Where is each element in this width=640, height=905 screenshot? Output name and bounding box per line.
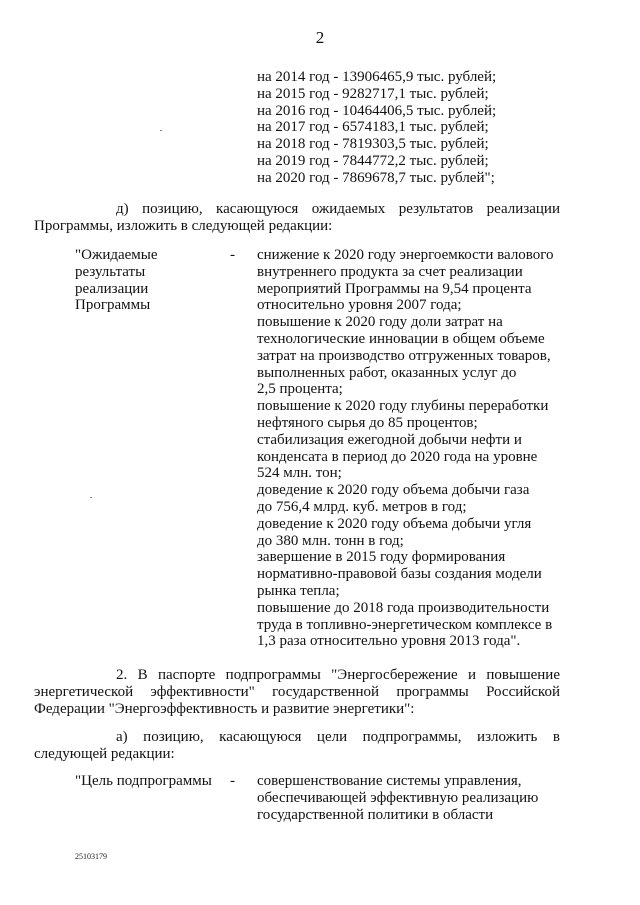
funding-amounts-list xyxy=(257,69,496,187)
funding-amount-2020: на 2020 год - 7869678,7 тыс. рублей"; xyxy=(257,169,495,186)
scan-speck xyxy=(160,130,162,131)
results-line: 1,3 раза относительно уровня 2013 года". xyxy=(257,633,521,650)
paragraph-2-line: Федерации "Энергоэффективность и развитие энергетики": xyxy=(34,700,415,717)
results-line: внутреннего продукта за счет реализации xyxy=(257,263,523,280)
results-line: выполненных работ, оказанных услуг до xyxy=(257,364,517,381)
results-line: стабилизация ежегодной добычи нефти и xyxy=(257,431,522,448)
paragraph-d-line: Программы, изложить в следующей редакции: xyxy=(34,217,333,234)
funding-amount-2019: на 2019 год - 7844772,2 тыс. рублей; xyxy=(257,152,489,169)
results-line: труда в топливно-энергетическом комплексе в xyxy=(257,616,553,633)
results-line: доведение к 2020 году объема добычи угля xyxy=(257,515,532,532)
goal-label: "Цель подпрограммы xyxy=(75,773,212,789)
results-line: доведение к 2020 году объема добычи газа xyxy=(257,482,530,499)
results-line: затрат на производство отгруженных товаров, xyxy=(257,347,551,364)
goal-line: совершенствование системы управления, xyxy=(257,773,522,789)
funding-amount-2017: на 2017 год - 6574183,1 тыс. рублей; xyxy=(257,119,489,136)
results-line: повышение к 2020 году доли затрат на xyxy=(257,314,503,331)
results-line: снижение к 2020 году энергоемкости валового xyxy=(257,247,554,263)
results-line: 524 млн. тон; xyxy=(257,465,342,482)
results-line: относительно уровня 2007 года; xyxy=(257,297,462,314)
results-line: рынка тепла; xyxy=(257,582,340,599)
goal-dash: - xyxy=(230,773,235,789)
results-line: нефтяного сырья до 85 процентов; xyxy=(257,414,478,431)
results-line: повышение до 2018 года производительности xyxy=(257,599,550,616)
expected-results-label xyxy=(75,247,158,314)
expected-results-label-line: "Ожидаемые xyxy=(75,247,158,263)
paragraph-2-line: энергетической эффективности" государственной программы Российской xyxy=(34,683,560,700)
paragraph-d-line: д) позицию, касающуюся ожидаемых результатов реализации xyxy=(116,201,560,217)
paragraph-a-line: а) позицию, касающуюся цели подпрограммы, изложить в xyxy=(116,729,560,745)
results-line: 2,5 процента; xyxy=(257,381,343,398)
goal-line: обеспечивающей эффективную реализацию xyxy=(257,789,539,806)
paragraph-2-line: 2. В паспорте подпрограммы "Энергосбережение и повышение xyxy=(116,667,560,683)
page-number: 2 xyxy=(315,28,325,47)
results-line: мероприятий Программы на 9,54 процента xyxy=(257,280,532,297)
funding-amount-2015: на 2015 год - 9282717,1 тыс. рублей; xyxy=(257,85,489,102)
results-line: завершение в 2015 году формирования xyxy=(257,549,506,566)
expected-results-label-line: реализации xyxy=(75,280,149,297)
results-line: конденсата в период до 2020 года на уровне xyxy=(257,448,538,465)
results-line: нормативно-правовой базы создания модели xyxy=(257,566,542,583)
paragraph-d xyxy=(34,201,560,235)
funding-amount-2014: на 2014 год - 13906465,9 тыс. рублей; xyxy=(257,69,497,85)
results-line: до 756,4 млрд. куб. метров в год; xyxy=(257,498,467,515)
expected-results-text xyxy=(257,247,557,650)
document-code: 25103179 xyxy=(75,852,107,861)
results-line: технологические инновации в общем объеме xyxy=(257,330,545,347)
scan-speck xyxy=(90,497,92,498)
expected-results-label-line: результаты xyxy=(75,263,146,280)
goal-line: государственной политики в области xyxy=(257,806,494,823)
paragraph-a xyxy=(34,729,560,763)
results-line: повышение к 2020 году глубины переработки xyxy=(257,398,549,415)
funding-amount-2018: на 2018 год - 7819303,5 тыс. рублей; xyxy=(257,136,489,153)
funding-amount-2016: на 2016 год - 10464406,5 тыс. рублей; xyxy=(257,102,497,119)
expected-results-dash: - xyxy=(230,247,235,263)
paragraph-2 xyxy=(34,667,560,717)
results-line: до 380 млн. тонн в год; xyxy=(257,532,404,549)
paragraph-a-line: следующей редакции: xyxy=(34,745,175,762)
goal-text xyxy=(257,773,557,823)
expected-results-label-line: Программы xyxy=(75,297,151,314)
